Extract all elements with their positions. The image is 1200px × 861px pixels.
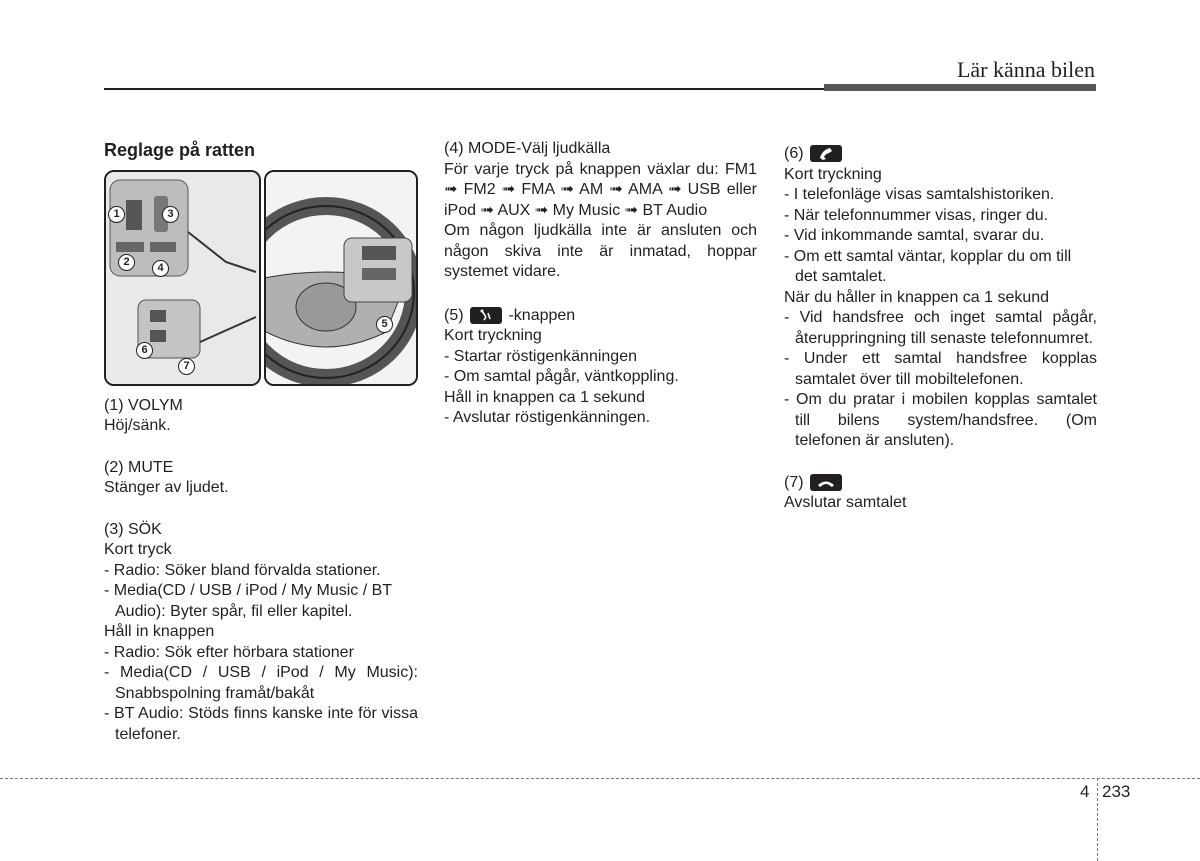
list-item: - Vid inkommande samtal, svarar du.: [784, 227, 1045, 244]
controls-closeup-panel: [104, 170, 261, 386]
controls-closeup-illustration: [106, 172, 259, 384]
list-item: - Om du pratar i mobilen kopplas samtalet till bilens system/handsfree. (Om telefonen är ansluten).: [784, 391, 1097, 449]
header-bar: [824, 84, 1096, 91]
end-title: [784, 473, 1097, 494]
list-item: - Radio: Sök efter hörbara stationer: [104, 643, 354, 661]
volume-title: (1) VOLYM: [104, 396, 183, 414]
list-item: - BT Audio: Stöds finns kanske inte för vissa telefoner.: [104, 705, 418, 743]
steering-wheel-figure: [104, 170, 418, 388]
volume-desc: Höj/sänk.: [104, 417, 171, 434]
list-item: - Media(CD / USB / iPod / My Music): Snabbspolning framåt/bakåt: [104, 664, 418, 702]
callout-6: 6: [136, 342, 153, 359]
section-heading: Reglage på ratten: [104, 140, 256, 160]
list-item: - Under ett samtal handsfree kopplas samtalet över till mobiltelefonen.: [784, 350, 1097, 388]
mute-desc: Stänger av ljudet.: [104, 479, 229, 496]
call-short-label: Kort tryckning: [784, 165, 882, 183]
voice-title: [444, 306, 757, 327]
list-item: - I telefonläge visas samtalshistoriken.: [784, 186, 1055, 203]
call-hold-label: När du håller in knappen ca 1 sekund: [784, 288, 1050, 306]
call-prefix: (6): [784, 145, 804, 162]
footer-rule: [0, 778, 1200, 779]
mode-title: (4) MODE-Välj ljudkälla: [444, 140, 611, 157]
mute-title: (2) MUTE: [104, 458, 174, 476]
callout-5: 5: [376, 316, 393, 333]
list-item: - Om ett samtal väntar, kopplar du om till det samtalet.: [784, 247, 1072, 285]
seek-short-label: Kort tryck: [104, 541, 172, 558]
phone-pickup-icon: [810, 145, 842, 162]
chapter-title: Lär känna bilen: [956, 57, 1095, 82]
callout-2: 2: [118, 254, 135, 271]
mode-desc: För varje tryck på knappen växlar du: FM1 ➟ FM2 ➟ FMA ➟ AM ➟ AMA ➟ USB eller iPod ➟ AUX ➟ My Music ➟ BT Audio: [444, 160, 757, 219]
list-item: - Vid handsfree och inget samtal pågår, återuppringning till senaste telefonnumret.: [784, 309, 1097, 347]
page-number: 233: [1102, 782, 1131, 801]
call-title: [784, 144, 1097, 165]
footer-divider: [1097, 778, 1098, 861]
voice-suffix: -knappen: [508, 306, 576, 324]
callout-3: 3: [162, 206, 179, 223]
voice-icon: [470, 307, 502, 324]
end-desc: Avslutar samtalet: [784, 494, 907, 511]
callout-7: 7: [178, 358, 195, 375]
list-item: - Media(CD / USB / iPod / My Music / BT Audio): Byter spår, fil eller kapitel.: [104, 582, 392, 620]
voice-hold-label: Håll in knappen ca 1 sekund: [444, 388, 646, 406]
mode-note: Om någon ljudkälla inte är ansluten och någon skiva inte är inmatad, hoppar systemet vidare.: [444, 222, 757, 280]
list-item: - Om samtal pågår, väntkoppling.: [444, 368, 679, 385]
end-prefix: (7): [784, 473, 804, 491]
voice-short-label: Kort tryckning: [444, 327, 542, 344]
seek-title: (3) SÖK: [104, 520, 162, 538]
header-rule: [104, 88, 824, 90]
list-item: - När telefonnummer visas, ringer du.: [784, 206, 1049, 224]
seek-hold-label: Håll in knappen: [104, 623, 215, 640]
list-item: - Startar röstigenkänningen: [444, 347, 637, 365]
callout-4: 4: [152, 260, 169, 277]
column-2: [444, 139, 757, 429]
steering-wheel-illustration: [266, 172, 416, 384]
steering-wheel-panel: [264, 170, 418, 386]
chapter-number: 4: [1080, 782, 1090, 801]
callout-1: 1: [108, 206, 125, 223]
list-item: - Avslutar röstigenkänningen.: [444, 409, 651, 426]
phone-hangup-icon: [810, 474, 842, 491]
voice-prefix: (5): [444, 306, 464, 324]
column-3: [784, 144, 1097, 514]
list-item: - Radio: Söker bland förvalda stationer.: [104, 561, 381, 579]
column-1: [104, 140, 418, 745]
